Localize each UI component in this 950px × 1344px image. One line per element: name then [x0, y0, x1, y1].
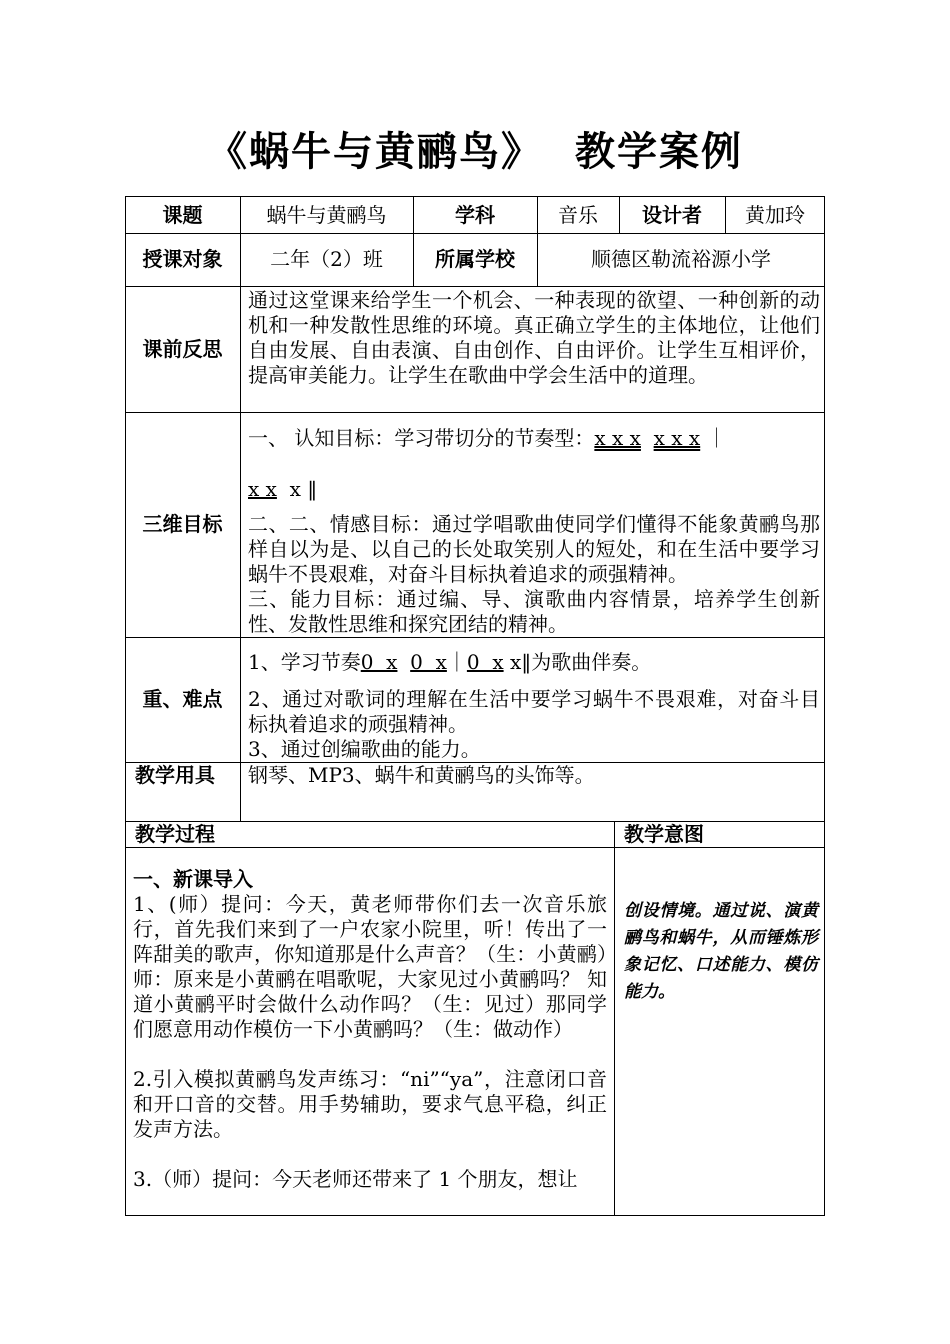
- school-value: 顺德区勒流裕源小学: [591, 247, 771, 271]
- tools-label: 教学用具: [135, 763, 215, 787]
- school-label: 所属学校: [435, 247, 515, 271]
- item1-rhythm-1: 0 x: [360, 650, 398, 674]
- tools-text: 钢琴、MP3、蜗牛和黄鹂鸟的头饰等。: [248, 763, 595, 787]
- rhythm-d: x: [289, 477, 301, 501]
- goals-ability: 三、能力目标：通过编、导、演歌曲内容情景，培养学生创新性、发散性思维和探究团结的精神。: [248, 587, 820, 636]
- process-body: [133, 867, 607, 1214]
- topic-label: 课题: [162, 202, 203, 227]
- title-sub: 教学案例: [575, 128, 743, 175]
- rhythm-a: x x x: [594, 426, 641, 450]
- process-para2: 2.引入模拟黄鹂鸟发声练习：“ni”“ya”，注意闭口音和开口音的交替。用手势辅助，要求气息平稳，纠正发声方法。: [133, 1067, 607, 1141]
- audience-value: 二年（2）班: [270, 247, 383, 271]
- audience-label: 授课对象: [142, 247, 223, 271]
- keypoints-item3: 3、通过创编歌曲的能力。: [248, 737, 481, 761]
- subject-value: 音乐: [558, 202, 598, 227]
- section1-title: 一、新课导入: [133, 867, 253, 891]
- item1-suffix: 为歌曲伴奏。: [531, 650, 652, 674]
- goals-cognitive: [248, 426, 820, 454]
- item1-rhythm-3: 0 x: [466, 650, 504, 674]
- keypoints-label: 重、难点: [142, 687, 223, 711]
- goals-rhythm-line2: [248, 477, 820, 505]
- item1-bar: ｜: [446, 650, 467, 674]
- cognitive-prefix: 一、 认知目标：学习带切分的节奏型：: [248, 426, 595, 450]
- intent-text: 创设情境。通过说、演黄鹂鸟和蜗牛，从而锤炼形象记忆、口述能力、模仿能力。: [624, 901, 818, 1002]
- keypoints-item2: 2、通过对歌词的理解在生活中要学习蜗牛不畏艰难，对奋斗目标执着追求的顽强精神。: [248, 687, 820, 736]
- subject-label: 学科: [455, 202, 495, 227]
- designer-value: 黄加玲: [745, 202, 805, 227]
- reflection-text: 通过这堂课来给学生一个机会、一种表现的欲望、一种创新的动机和一种发散性思维的环境。真正确立学生的主体地位，让他们自由发展、自由表演、自由创作、自由评价。让学生互相评价，提高审美能力。让学生在歌曲中学会生活中的道理。: [248, 288, 820, 387]
- item1-rhythm-4: x: [509, 650, 522, 674]
- goals-label: 三维目标: [142, 512, 223, 536]
- rhythm-b: x x x: [653, 426, 701, 450]
- designer-label: 设计者: [642, 202, 702, 227]
- item1-prefix: 1、学习节奏: [248, 650, 361, 674]
- goals-emotion: 二、二、情感目标：通过学唱歌曲使同学们懂得不能象黄鹂鸟那样自以为是、以自己的长处取笑别人的短处，和在生活中要学习蜗牛不畏艰难，对奋斗目标执着追求的顽强精神。: [248, 512, 820, 586]
- title-main: 《蜗牛与黄鹂鸟》: [207, 128, 543, 175]
- process-para1: 1、(师）提问：今天，黄老师带你们去一次音乐旅行，首先我们来到了一户农家小院里，听！传出了一阵甜美的歌声，你知道那是什么声音？（生：小黄鹂）师：原来是小黄鹂在唱歌呢，大家见过小黄鹂吗？ 知道小黄鹂平时会做什么动作吗？（生：见过）那同学们愿意用动作模仿一下小黄鹂吗？（生：做动作）: [133, 892, 607, 1041]
- bar-line: ｜: [706, 426, 727, 450]
- process-para3: 3.（师）提问：今天老师还带来了 1 个朋友，想让: [133, 1167, 578, 1191]
- topic-value: 蜗牛与黄鹂鸟: [266, 202, 387, 227]
- keypoints-item1: [248, 650, 820, 678]
- process-label: 教学过程: [135, 822, 215, 846]
- reflection-label: 课前反思: [142, 336, 223, 361]
- end-bar-line: ‖: [307, 477, 318, 501]
- intent-label: 教学意图: [624, 822, 704, 846]
- item1-rhythm-2: 0 x: [410, 650, 447, 674]
- item1-end: ‖: [521, 650, 532, 674]
- rhythm-c: x x: [248, 477, 277, 501]
- page-title: [0, 120, 950, 177]
